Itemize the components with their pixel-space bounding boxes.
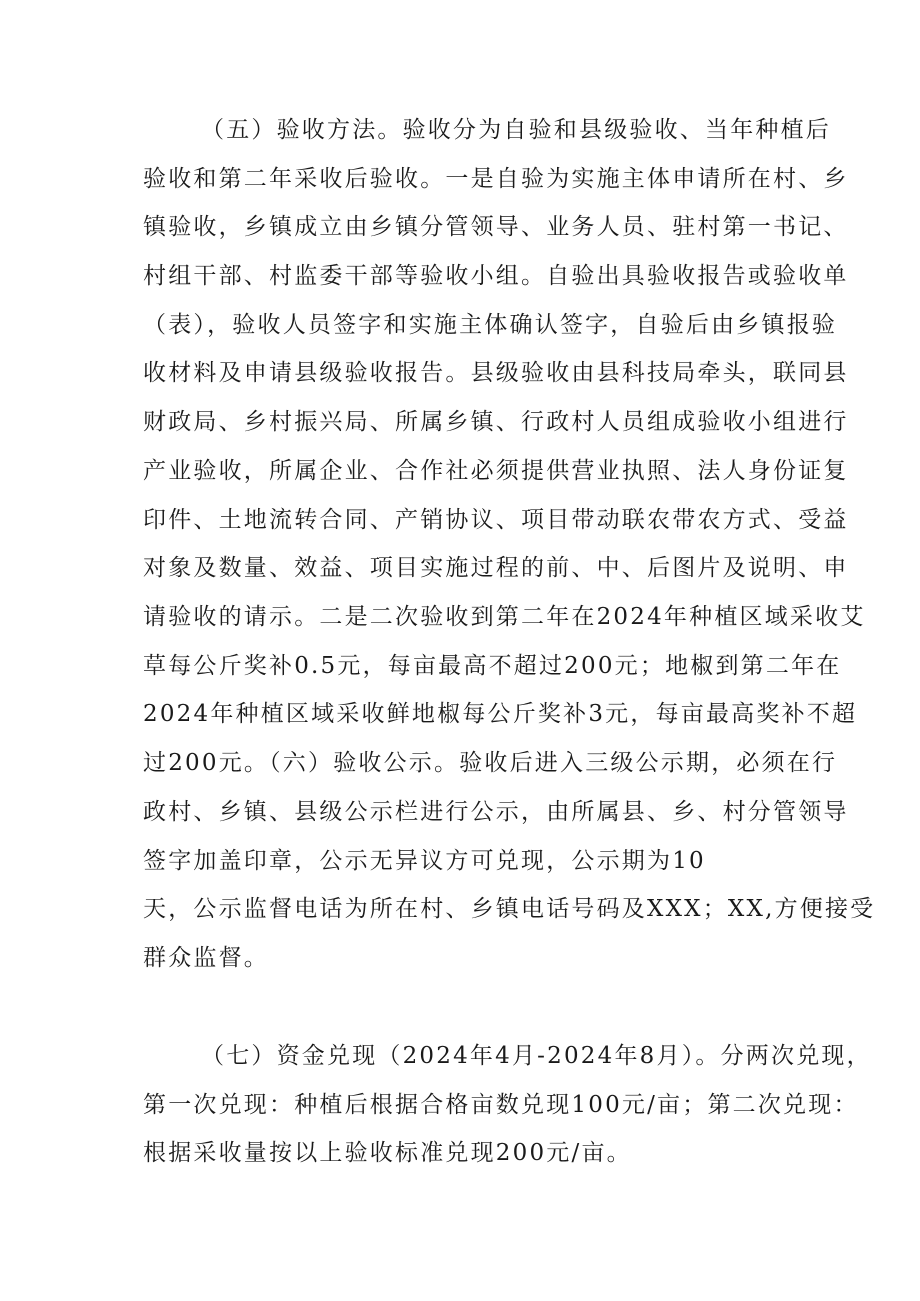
paragraph-1-line-12: 草每公斤奖补0.5元，每亩最高不超过200元；地椒到第二年在 (143, 653, 842, 679)
paragraph-1-line-4: 村组干部、村监委干部等验收小组。自验出具验收报告或验收单 (143, 263, 849, 289)
paragraph-1-line-2: 验收和第二年采收后验收。一是自验为实施主体申请所在村、乡 (143, 166, 849, 192)
paragraph-1-line-10: 对象及数量、效益、项目实施过程的前、中、后图片及说明、申 (143, 555, 849, 581)
paragraph-2-line-2: 第一次兑现：种植后根据合格亩数兑现100元/亩；第二次兑现： (143, 1092, 859, 1118)
paragraph-1-line-6: 收材料及申请县级验收报告。县级验收由县科技局牵头，联同县 (143, 360, 849, 386)
paragraph-1-line-16: 签字加盖印章，公示无异议方可兑现，公示期为10 (143, 848, 706, 874)
paragraph-1-line-9: 印件、土地流转合同、产销协议、项目带动联农带农方式、受益 (143, 507, 849, 533)
paragraph-1-line-14: 过200元。（六）验收公示。验收后进入三级公示期，必须在行 (143, 750, 838, 776)
paragraph-1-line-17: 天，公示监督电话为所在村、乡镇电话号码及XXX；XX,方便接受 (143, 896, 876, 922)
paragraph-1-line-11: 请验收的请示。二是二次验收到第二年在2024年种植区域采收艾 (143, 604, 866, 630)
paragraph-2-line-3: 根据采收量按以上验收标准兑现200元/亩。 (143, 1140, 632, 1166)
paragraph-1-line-5: （表），验收人员签字和实施主体确认签字，自验后由乡镇报验 (143, 312, 838, 338)
paragraph-1-line-18: 群众监督。 (143, 945, 269, 971)
paragraph-1-line-3: 镇验收，乡镇成立由乡镇分管领导、业务人员、驻村第一书记、 (143, 214, 849, 240)
paragraph-1-line-8: 产业验收，所属企业、合作社必须提供营业执照、法人身份证复 (143, 458, 849, 484)
paragraph-1-line-13: 2024年种植区域采收鲜地椒每公斤奖补3元，每亩最高奖补不超 (143, 701, 858, 727)
paragraph-2-line-1: （七）资金兑现（2024年4月-2024年8月）。分两次兑现， (201, 1043, 872, 1069)
paragraph-1-line-15: 政村、乡镇、县级公示栏进行公示，由所属县、乡、村分管领导 (143, 799, 849, 825)
paragraph-1-line-7: 财政局、乡村振兴局、所属乡镇、行政村人员组成验收小组进行 (143, 409, 849, 435)
paragraph-1-line-1: （五）验收方法。验收分为自验和县级验收、当年种植后 (201, 117, 831, 143)
